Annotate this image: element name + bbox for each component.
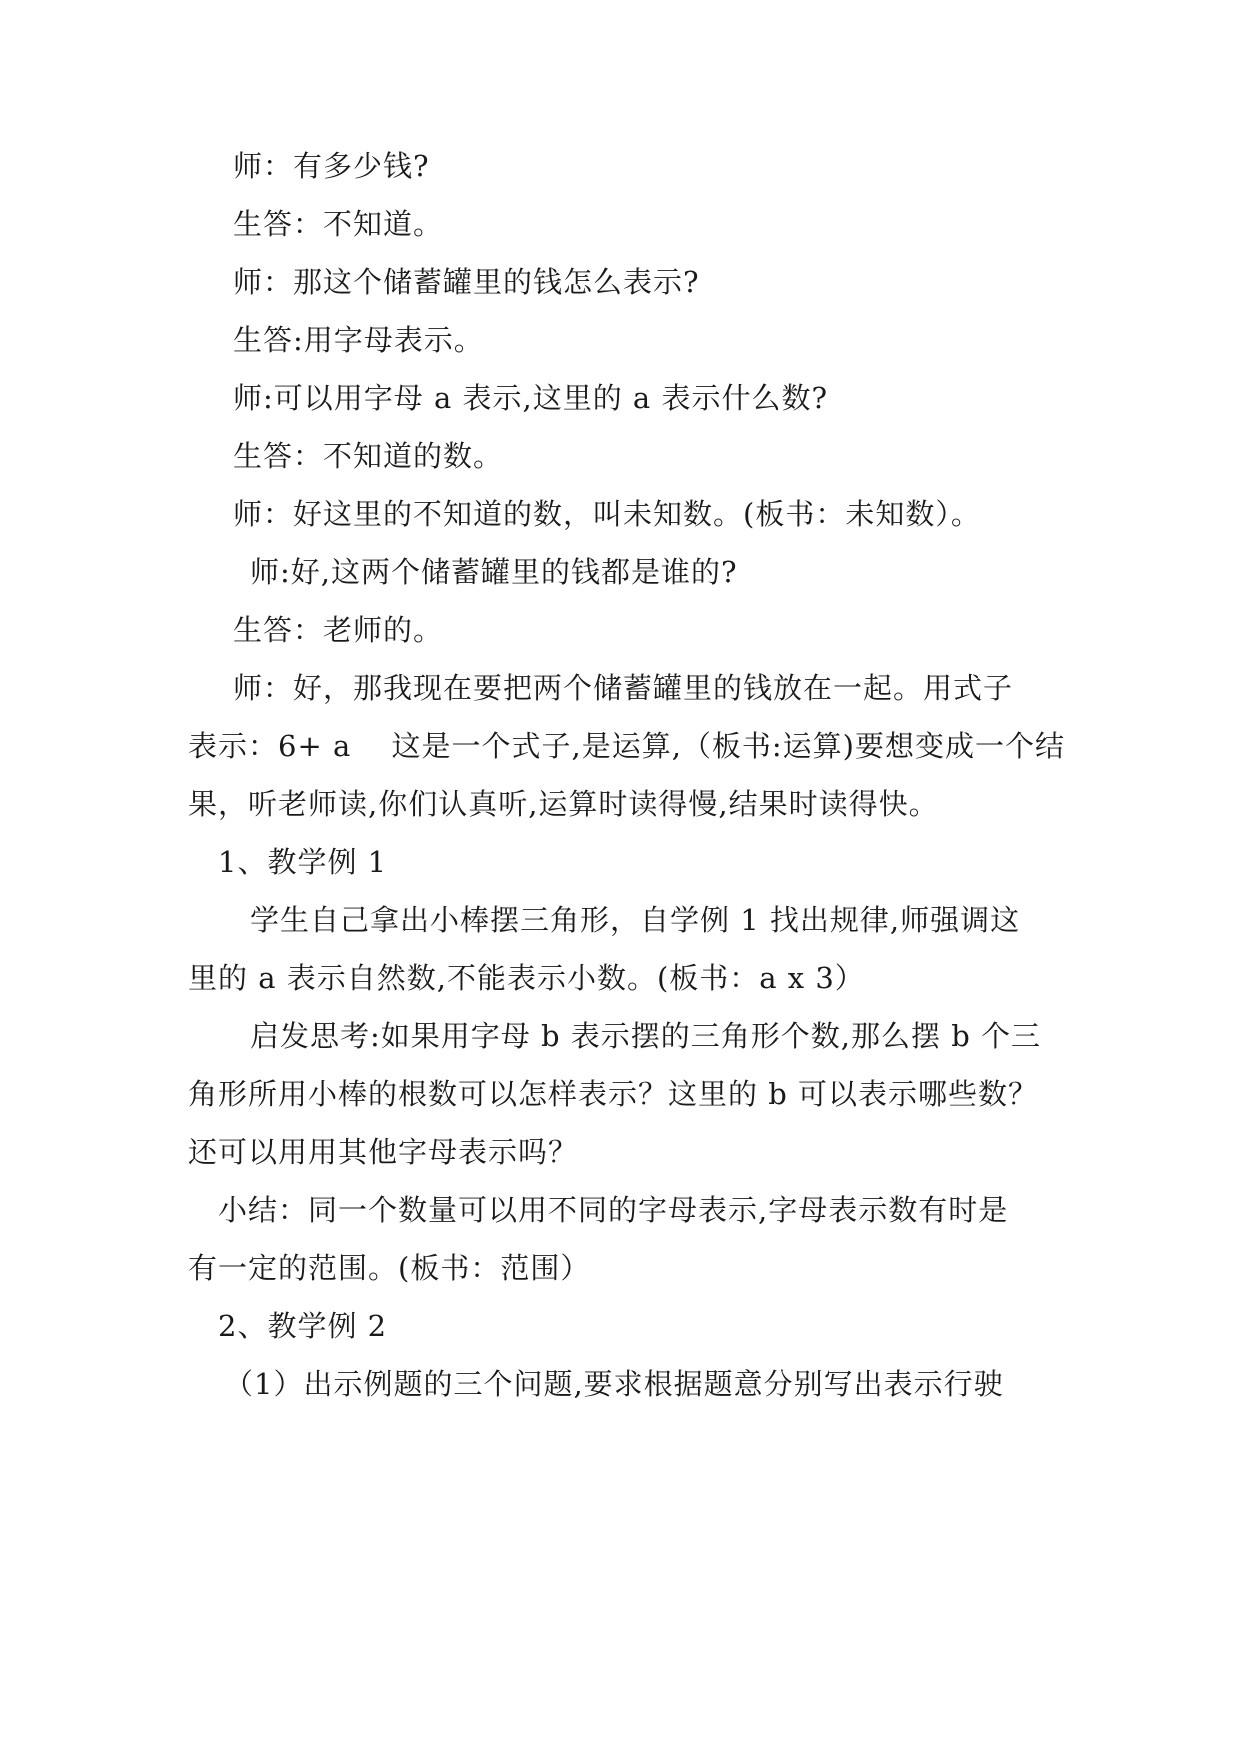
text-line-13: 1、教学例 1: [218, 845, 388, 879]
text-line-17: 角形所用小棒的根数可以怎样表示？这里的 b 可以表示哪些数？: [188, 1077, 1039, 1111]
text-line-8: 师:好,这两个储蓄罐里的钱都是谁的?: [250, 555, 738, 589]
text-line-12: 果，听老师读,你们认真听,运算时读得慢,结果时读得快。: [188, 787, 939, 821]
text-line-6: 生答：不知道的数。: [233, 439, 504, 473]
text-line-21: 2、教学例 2: [218, 1309, 388, 1343]
text-line-4: 生答:用字母表示。: [233, 323, 484, 357]
text-line-18: 还可以用用其他字母表示吗？: [188, 1135, 579, 1169]
text-line-19: 小结：同一个数量可以用不同的字母表示,字母表示数有时是: [218, 1193, 1009, 1227]
text-line-11: 表示：6+ a 这是一个式子,是运算,（板书:运算)要想变成一个结: [188, 729, 1065, 763]
text-line-20: 有一定的范围。(板书：范围）: [188, 1251, 591, 1285]
text-line-3: 师：那这个储蓄罐里的钱怎么表示?: [233, 265, 700, 299]
text-line-2: 生答：不知道。: [233, 207, 444, 241]
text-line-5: 师:可以用字母 a 表示,这里的 a 表示什么数?: [233, 381, 828, 415]
text-line-9: 生答：老师的。: [233, 613, 444, 647]
text-line-22: （1）出示例题的三个问题,要求根据题意分别写出表示行驶: [224, 1367, 1004, 1401]
text-line-1: 师：有多少钱?: [233, 149, 430, 183]
text-line-7: 师：好这里的不知道的数，叫未知数。(板书：未知数）。: [233, 497, 981, 531]
text-line-15: 里的 a 表示自然数,不能表示小数。(板书：a x 3）: [188, 961, 865, 995]
text-line-16: 启发思考:如果用字母 b 表示摆的三角形个数,那么摆 b 个三: [250, 1019, 1041, 1053]
text-line-14: 学生自己拿出小棒摆三角形，自学例 1 找出规律,师强调这: [250, 903, 1021, 937]
text-line-10: 师：好，那我现在要把两个储蓄罐里的钱放在一起。用式子: [233, 671, 1014, 705]
